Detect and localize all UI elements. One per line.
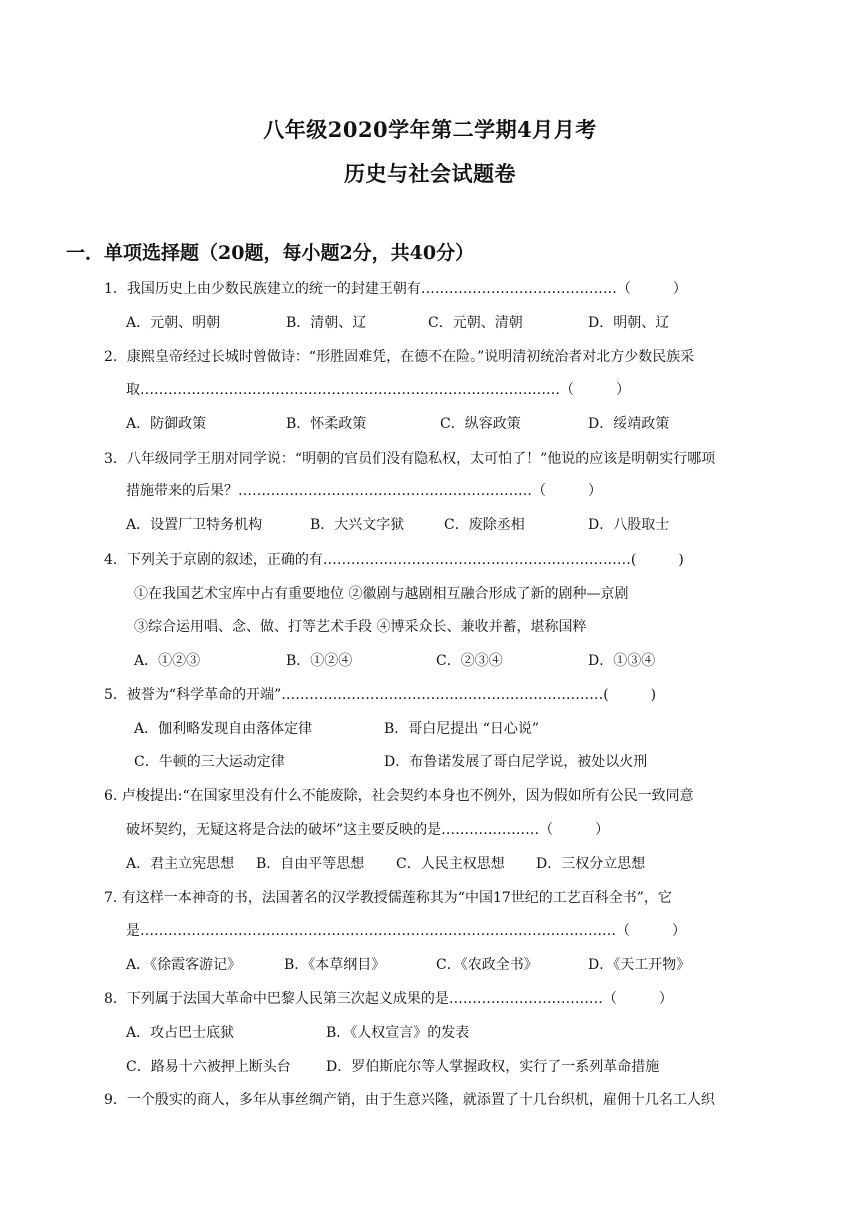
question-6-option-a: A．君主立宪思想 bbox=[126, 856, 235, 872]
question-1-option-a: A．元朝、明朝 bbox=[126, 315, 221, 331]
exam-title: 八年级2020学年第二学期4月月考 bbox=[263, 117, 597, 142]
question-8-option-a: A．攻占巴士底狱 bbox=[126, 1025, 235, 1041]
question-2-stem-line2: 取………………………………………………………………………………（ ） bbox=[126, 382, 630, 398]
question-1-option-c: C．元朝、清朝 bbox=[428, 315, 523, 331]
question-1-option-d: D．明朝、辽 bbox=[588, 315, 670, 331]
question-7-option-c: C．《农政全书》 bbox=[436, 957, 538, 973]
question-2-option-a: A．防御政策 bbox=[126, 416, 207, 432]
question-3-option-b: B．大兴文字狱 bbox=[310, 517, 405, 533]
question-2-option-c: C．纵容政策 bbox=[440, 416, 521, 432]
question-4-option-a: A．①②③ bbox=[134, 653, 201, 669]
question-3-option-d: D．八股取士 bbox=[588, 517, 670, 533]
question-8-option-d: D．罗伯斯庇尔等人掌握政权，实行了一系列革命措施 bbox=[326, 1059, 660, 1075]
question-6-option-b: B．自由平等思想 bbox=[256, 856, 365, 872]
question-6-option-c: C．人民主权思想 bbox=[396, 856, 505, 872]
question-4-option-c: C．②③④ bbox=[436, 653, 503, 669]
question-3-stem-line1: 3．八年级同学王朋对同学说：“明朝的官员们没有隐私权，太可怕了！”他说的应该是明朝实行哪项 bbox=[104, 451, 716, 467]
question-5-option-a: A．伽利略发现自由落体定律 bbox=[134, 721, 313, 737]
question-6-stem-line1: 6. 卢梭提出:“在国家里没有什么不能废除，社会契约本身也不例外，因为假如所有公民一致同意 bbox=[104, 788, 694, 804]
question-5-option-d: D．布鲁诺发展了哥白尼学说，被处以火刑 bbox=[384, 754, 648, 770]
question-1-option-b: B．清朝、辽 bbox=[286, 315, 367, 331]
question-7-option-a: A．《徐霞客游记》 bbox=[126, 957, 242, 973]
question-4-option-d: D．①③④ bbox=[588, 653, 656, 669]
question-4-statement-3-4: ③综合运用唱、念、做、打等艺术手段 ④博采众长、兼收并蓄，堪称国粹 bbox=[134, 619, 587, 635]
question-5-option-c: C．牛顿的三大运动定律 bbox=[134, 754, 285, 770]
question-3-option-c: C．废除丞相 bbox=[444, 517, 525, 533]
question-6-option-d: D．三权分立思想 bbox=[536, 856, 646, 872]
section-heading: 一．单项选择题（20题，每小题2分，共40分） bbox=[66, 242, 475, 264]
question-8-option-b: B．《人权宣言》的发表 bbox=[326, 1025, 470, 1041]
exam-subtitle: 历史与社会试题卷 bbox=[344, 161, 516, 186]
question-3-stem-line2: 措施带来的后果？………………………………………………………（ ） bbox=[126, 483, 602, 499]
question-9-stem: 9．一个殷实的商人，多年从事丝绸产销，由于生意兴隆，就添置了十几台织机，雇佣十几名工人织 bbox=[104, 1092, 715, 1108]
question-5-stem: 5．被誉为“科学革命的开端”……………………………………………………………( ) bbox=[104, 687, 657, 703]
question-8-stem: 8．下列属于法国大革命中巴黎人民第三次起义成果的是……………………………（ ） bbox=[104, 991, 673, 1007]
question-1-stem: 1．我国历史上由少数民族建立的统一的封建王朝有……………………………………（ ） bbox=[104, 281, 687, 297]
question-2-option-d: D．绥靖政策 bbox=[588, 416, 670, 432]
question-7-stem-line1: 7. 有这样一本神奇的书，法国著名的汉学教授儒莲称其为“中国17世纪的工艺百科全书”，它 bbox=[104, 890, 672, 906]
question-7-option-b: B．《本草纲目》 bbox=[284, 957, 386, 973]
question-4-option-b: B．①②④ bbox=[286, 653, 353, 669]
question-6-stem-line2: 破坏契约，无疑这将是合法的破坏”这主要反映的是…………………（ ） bbox=[126, 822, 610, 838]
question-2-stem-line1: 2．康熙皇帝经过长城时曾做诗：“形胜固难凭，在德不在险。”说明清初统治者对北方少数民族采 bbox=[104, 349, 695, 365]
question-4-statement-1-2: ①在我国艺术宝库中占有重要地位 ②徽剧与越剧相互融合形成了新的剧种—京剧 bbox=[134, 586, 629, 602]
question-7-option-d: D．《天工开物》 bbox=[588, 957, 691, 973]
question-5-option-b: B．哥白尼提出 “日心说” bbox=[384, 721, 540, 737]
question-4-stem: 4．下列关于京剧的叙述，正确的有…………………………………………………………( ) bbox=[104, 552, 684, 568]
question-2-option-b: B．怀柔政策 bbox=[286, 416, 367, 432]
question-3-option-a: A．设置厂卫特务机构 bbox=[126, 517, 263, 533]
question-8-option-c: C．路易十六被押上断头台 bbox=[126, 1059, 291, 1075]
question-7-stem-line2: 是…………………………………………………………………………………………（ ） bbox=[126, 923, 686, 939]
